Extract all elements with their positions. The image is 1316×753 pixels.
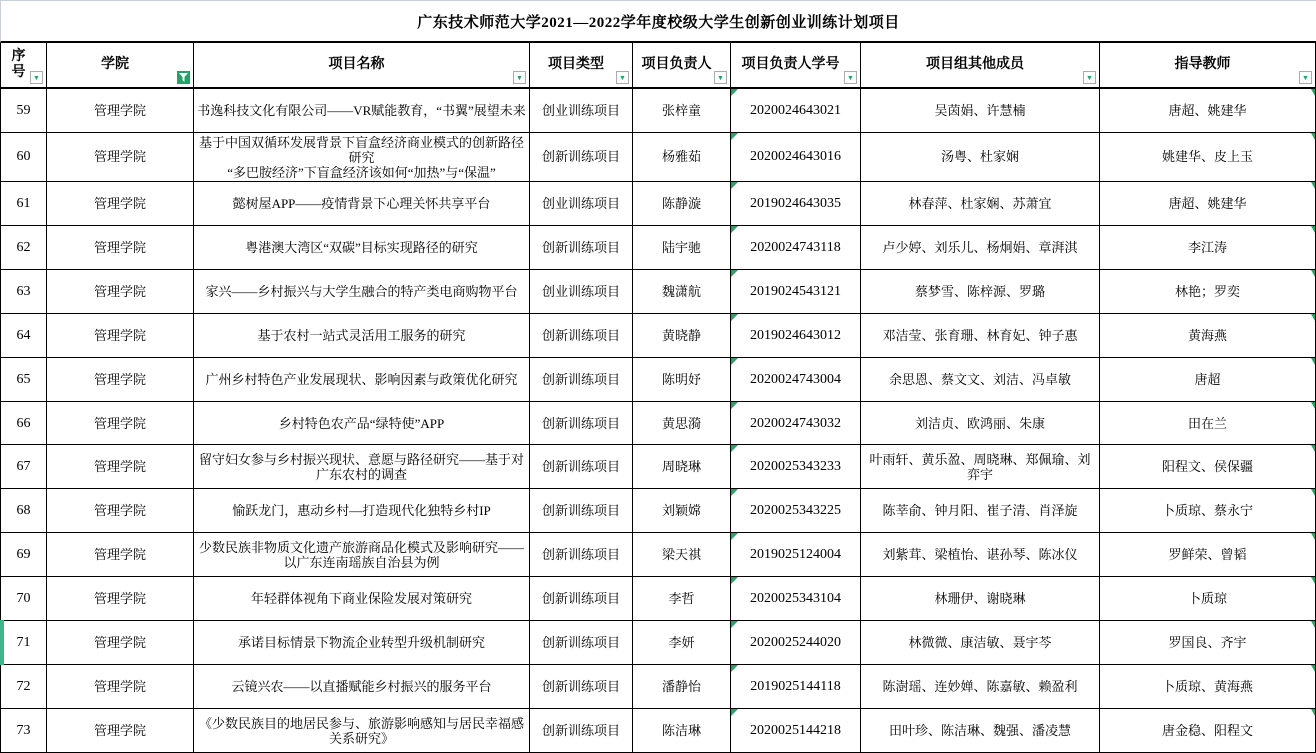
cell-college[interactable]: 管理学院 (47, 270, 194, 314)
cell-project-name[interactable]: 基于农村一站式灵活用工服务的研究 (194, 314, 530, 358)
error-triangle-icon (731, 133, 738, 140)
cell-advisors[interactable]: 卜质琼 (1100, 577, 1316, 621)
cell-members[interactable]: 卢少婷、刘乐儿、杨炯娟、章湃淇 (861, 226, 1100, 270)
column-label: 指导教师 (1174, 57, 1231, 72)
cell-project-type[interactable]: 创新训练项目 (530, 133, 633, 182)
cell-members[interactable]: 余思恩、蔡文文、刘洁、冯卓敏 (861, 358, 1100, 402)
cell-leader[interactable]: 刘颖嫦 (633, 489, 731, 533)
cell-project-type[interactable]: 创新训练项目 (530, 445, 633, 489)
cell-members[interactable]: 林微微、康洁敏、聂宇芩 (861, 621, 1100, 665)
filter-arrow-icon: ▼ (516, 73, 523, 82)
cell-project-name[interactable]: 家兴——乡村振兴与大学生融合的特产类电商购物平台 (194, 270, 530, 314)
adjacent-error-triangle-icon (1311, 709, 1315, 716)
adjacent-error-triangle-icon (1311, 445, 1315, 452)
cell-leader[interactable]: 潘静怡 (633, 665, 731, 709)
column-label: 项目负责人 (641, 57, 712, 72)
cell-project-name[interactable]: 承诺目标情景下物流企业转型升级机制研究 (194, 621, 530, 665)
cell-advisors[interactable]: 李江涛 (1100, 226, 1316, 270)
cell-project-type[interactable]: 创新训练项目 (530, 621, 633, 665)
error-triangle-icon (731, 358, 738, 365)
cell-project-type[interactable]: 创新训练项目 (530, 709, 633, 753)
filter-arrow-icon: ▼ (1302, 73, 1309, 82)
cell-project-name[interactable]: 云镜兴农——以直播赋能乡村振兴的服务平台 (194, 665, 530, 709)
cell-members[interactable]: 刘洁贞、欧鸿丽、朱康 (861, 402, 1100, 446)
cell-advisors[interactable]: 姚建华、皮上玉 (1100, 133, 1316, 182)
filter-funnel-icon (179, 73, 188, 82)
cell-project-type[interactable]: 创新训练项目 (530, 533, 633, 577)
cell-members[interactable]: 田叶珍、陈洁琳、魏强、潘凌慧 (861, 709, 1100, 753)
column-header-project-name (194, 43, 530, 89)
cell-student-id[interactable]: 2019024643035 (731, 182, 861, 226)
table-row (0, 621, 1316, 665)
adjacent-error-triangle-icon (1311, 314, 1315, 321)
table-row (0, 314, 1316, 358)
table-body (0, 89, 1316, 753)
cell-leader[interactable]: 陈明妤 (633, 358, 731, 402)
cell-row-number[interactable]: 69 (0, 533, 47, 577)
cell-leader[interactable]: 李哲 (633, 577, 731, 621)
table-row (0, 182, 1316, 226)
cell-student-id[interactable]: 2020024743118 (731, 226, 861, 270)
cell-members[interactable]: 刘紫茸、梁植怡、谌孙琴、陈冰仪 (861, 533, 1100, 577)
cell-leader[interactable]: 周晓琳 (633, 445, 731, 489)
cell-student-id[interactable]: 2020025144218 (731, 709, 861, 753)
cell-project-type[interactable]: 创新训练项目 (530, 226, 633, 270)
filter-button[interactable] (177, 71, 190, 84)
cell-advisors[interactable]: 唐超、姚建华 (1100, 182, 1316, 226)
cell-project-name[interactable]: 留守妇女参与乡村振兴现状、意愿与路径研究——基于对广东农村的调查 (194, 445, 530, 489)
cell-row-number[interactable]: 73 (0, 709, 47, 753)
cell-college[interactable]: 管理学院 (47, 314, 194, 358)
table-row (0, 489, 1316, 533)
cell-row-number[interactable]: 66 (0, 402, 47, 446)
cell-leader[interactable]: 魏潇航 (633, 270, 731, 314)
error-triangle-icon (731, 270, 738, 277)
error-triangle-icon (731, 89, 738, 96)
column-label: 序号 (11, 49, 26, 80)
cell-college[interactable]: 管理学院 (47, 577, 194, 621)
cell-row-number[interactable]: 64 (0, 314, 47, 358)
cell-leader[interactable]: 陆宇驰 (633, 226, 731, 270)
cell-project-type[interactable]: 创业训练项目 (530, 270, 633, 314)
error-triangle-icon (731, 182, 738, 189)
cell-student-id[interactable]: 2020024743004 (731, 358, 861, 402)
cell-student-id[interactable]: 2019024543121 (731, 270, 861, 314)
cell-college[interactable]: 管理学院 (47, 89, 194, 133)
error-triangle-icon (731, 533, 738, 540)
cell-members[interactable]: 蔡梦雪、陈梓源、罗璐 (861, 270, 1100, 314)
cell-college[interactable]: 管理学院 (47, 665, 194, 709)
filter-arrow-icon: ▼ (619, 73, 626, 82)
cell-advisors[interactable]: 唐超、姚建华 (1100, 89, 1316, 133)
adjacent-error-triangle-icon (1311, 489, 1315, 496)
cell-row-number[interactable]: 67 (0, 445, 47, 489)
table-row (0, 270, 1316, 314)
cell-advisors[interactable]: 卜质琼、蔡永宁 (1100, 489, 1316, 533)
cell-college[interactable]: 管理学院 (47, 621, 194, 665)
error-triangle-icon (731, 445, 738, 452)
error-triangle-icon (731, 489, 738, 496)
adjacent-error-triangle-icon (1311, 226, 1315, 233)
adjacent-error-triangle-icon (1311, 358, 1315, 365)
cell-advisors[interactable]: 黄海燕 (1100, 314, 1316, 358)
cell-project-type[interactable]: 创新训练项目 (530, 489, 633, 533)
cell-advisors[interactable]: 唐超 (1100, 358, 1316, 402)
cell-college[interactable]: 管理学院 (47, 182, 194, 226)
filter-arrow-icon: ▼ (717, 73, 724, 82)
filter-button[interactable] (1083, 71, 1096, 84)
cell-advisors[interactable]: 田在兰 (1100, 402, 1316, 446)
adjacent-error-triangle-icon (1311, 577, 1315, 584)
cell-student-id[interactable]: 2020025343225 (731, 489, 861, 533)
cell-project-type[interactable]: 创业训练项目 (530, 89, 633, 133)
filter-button[interactable] (616, 71, 629, 84)
column-header-members (861, 43, 1100, 89)
column-header-leader (633, 43, 731, 89)
cell-advisors[interactable]: 罗鲜荣、曾韬 (1100, 533, 1316, 577)
cell-student-id[interactable]: 2019025144118 (731, 665, 861, 709)
cell-college[interactable]: 管理学院 (47, 133, 194, 182)
adjacent-error-triangle-icon (1311, 133, 1315, 140)
column-label: 项目类型 (548, 57, 604, 72)
column-header-advisors (1100, 43, 1316, 89)
cell-project-name[interactable]: 少数民族非物质文化遗产旅游商品化模式及影响研究——以广东连南瑶族自治县为例 (194, 533, 530, 577)
cell-student-id[interactable]: 2020024643021 (731, 89, 861, 133)
cell-project-type[interactable]: 创新训练项目 (530, 665, 633, 709)
cell-college[interactable]: 管理学院 (47, 709, 194, 753)
cell-leader[interactable]: 黄思漪 (633, 402, 731, 446)
cell-row-number[interactable]: 63 (0, 270, 47, 314)
cell-advisors[interactable]: 阳程文、侯保疆 (1100, 445, 1316, 489)
cell-row-number[interactable]: 62 (0, 226, 47, 270)
cell-student-id[interactable]: 2020024743032 (731, 402, 861, 446)
cell-advisors[interactable]: 卜质琼、黄海燕 (1100, 665, 1316, 709)
cell-leader[interactable]: 陈静漩 (633, 182, 731, 226)
cell-student-id[interactable]: 2019025124004 (731, 533, 861, 577)
cell-project-name[interactable]: 乡村特色农产品“绿特使”APP (194, 402, 530, 446)
cell-college[interactable]: 管理学院 (47, 533, 194, 577)
cell-leader[interactable]: 杨雅茹 (633, 133, 731, 182)
error-triangle-icon (731, 226, 738, 233)
table-row (0, 445, 1316, 489)
table-row (0, 133, 1316, 182)
cell-members[interactable]: 邓洁莹、张育珊、林育妃、钟子惠 (861, 314, 1100, 358)
cell-project-type[interactable]: 创新训练项目 (530, 358, 633, 402)
cell-leader[interactable]: 张梓童 (633, 89, 731, 133)
error-triangle-icon (731, 577, 738, 584)
table-header (0, 43, 1316, 89)
column-header-project-type (530, 43, 633, 89)
adjacent-error-triangle-icon (1311, 270, 1315, 277)
table-row (0, 665, 1316, 709)
filter-arrow-icon: ▼ (847, 73, 854, 82)
cell-college[interactable]: 管理学院 (47, 226, 194, 270)
cell-members[interactable]: 陈澍瑶、连妙婵、陈嘉敏、赖盈利 (861, 665, 1100, 709)
cell-members[interactable]: 汤粤、杜家娴 (861, 133, 1100, 182)
table-row (0, 89, 1316, 133)
adjacent-error-triangle-icon (1311, 402, 1315, 409)
error-triangle-icon (731, 621, 738, 628)
cell-members[interactable]: 陈莘俞、钟月阳、崔子清、肖泽旋 (861, 489, 1100, 533)
table-row (0, 402, 1316, 446)
cell-row-number[interactable]: 61 (0, 182, 47, 226)
cell-project-type[interactable]: 创新训练项目 (530, 314, 633, 358)
cell-college[interactable]: 管理学院 (47, 358, 194, 402)
cell-project-name[interactable]: 基于中国双循环发展背景下盲盒经济商业模式的创新路径研究 “多巴胺经济”下盲盒经济该如何“加热”与“保温” (194, 133, 530, 182)
cell-student-id[interactable]: 2020025343104 (731, 577, 861, 621)
cell-project-name[interactable]: 广州乡村特色产业发展现状、影响因素与政策优化研究 (194, 358, 530, 402)
column-label: 学院 (101, 57, 129, 72)
adjacent-error-triangle-icon (1311, 533, 1315, 540)
table-row (0, 226, 1316, 270)
cell-leader[interactable]: 梁天祺 (633, 533, 731, 577)
table-title-text: 广东技术师范大学2021—2022学年度校级大学生创新创业训练计划项目 (417, 14, 900, 31)
cell-college[interactable]: 管理学院 (47, 402, 194, 446)
cell-members[interactable]: 叶雨轩、黄乐盈、周晓琳、郑佩瑜、刘弈宇 (861, 445, 1100, 489)
column-label: 项目负责人学号 (741, 57, 840, 72)
error-triangle-icon (731, 665, 738, 672)
error-triangle-icon (731, 402, 738, 409)
filter-button[interactable] (513, 71, 526, 84)
column-header-student-id (731, 43, 861, 89)
cell-student-id[interactable]: 2020025244020 (731, 621, 861, 665)
cell-student-id[interactable]: 2020025343233 (731, 445, 861, 489)
cell-project-type[interactable]: 创新训练项目 (530, 577, 633, 621)
table-row (0, 577, 1316, 621)
cell-row-number[interactable]: 59 (0, 89, 47, 133)
cell-project-name[interactable]: 懿树屋APP——疫情背景下心理关怀共享平台 (194, 182, 530, 226)
column-header-college (47, 43, 194, 89)
cell-project-name[interactable]: 《少数民族目的地居民参与、旅游影响感知与居民幸福感关系研究》 (194, 709, 530, 753)
cell-project-type[interactable]: 创新训练项目 (530, 402, 633, 446)
filter-arrow-icon: ▼ (33, 73, 40, 82)
cell-advisors[interactable]: 罗国良、齐宇 (1100, 621, 1316, 665)
cell-project-name[interactable]: 书逸科技文化有限公司——VR赋能教育，“书翼”展望未来 (194, 89, 530, 133)
cell-project-type[interactable]: 创业训练项目 (530, 182, 633, 226)
cell-project-name[interactable]: 年轻群体视角下商业保险发展对策研究 (194, 577, 530, 621)
cell-student-id[interactable]: 2019024643012 (731, 314, 861, 358)
cell-members[interactable]: 吴茵娟、许慧楠 (861, 89, 1100, 133)
table-row (0, 709, 1316, 753)
filter-button[interactable] (844, 71, 857, 84)
cell-leader[interactable]: 陈洁琳 (633, 709, 731, 753)
column-header-no (0, 43, 47, 89)
cell-row-number[interactable]: 68 (0, 489, 47, 533)
adjacent-error-triangle-icon (1311, 621, 1315, 628)
adjacent-error-triangle-icon (1311, 89, 1315, 96)
cell-row-number[interactable]: 65 (0, 358, 47, 402)
cell-leader[interactable]: 黄晓静 (633, 314, 731, 358)
error-triangle-icon (731, 314, 738, 321)
column-label: 项目组其他成员 (926, 57, 1024, 72)
cell-members[interactable]: 林春萍、杜家娴、苏萧宜 (861, 182, 1100, 226)
cell-row-number[interactable]: 70 (0, 577, 47, 621)
cell-row-number[interactable]: 72 (0, 665, 47, 709)
cell-project-name[interactable]: 愉跃龙门，惠动乡村—打造现代化独特乡村IP (194, 489, 530, 533)
cell-student-id[interactable]: 2020024643016 (731, 133, 861, 182)
cell-college[interactable]: 管理学院 (47, 489, 194, 533)
cell-project-name[interactable]: 粤港澳大湾区“双碳”目标实现路径的研究 (194, 226, 530, 270)
table-row (0, 533, 1316, 577)
table-row (0, 358, 1316, 402)
adjacent-error-triangle-icon (1311, 182, 1315, 189)
cell-members[interactable]: 林珊伊、谢晓琳 (861, 577, 1100, 621)
table-title (0, 0, 1316, 43)
filter-button[interactable] (30, 71, 43, 84)
filter-button[interactable] (714, 71, 727, 84)
filter-button[interactable] (1299, 71, 1312, 84)
cell-college[interactable]: 管理学院 (47, 445, 194, 489)
column-label: 项目名称 (328, 57, 385, 72)
cell-advisors[interactable]: 唐金稳、阳程文 (1100, 709, 1316, 753)
adjacent-error-triangle-icon (1311, 665, 1315, 672)
cell-advisors[interactable]: 林艳；罗奕 (1100, 270, 1316, 314)
cell-leader[interactable]: 李妍 (633, 621, 731, 665)
error-triangle-icon (731, 709, 738, 716)
cell-row-number[interactable]: 71 (0, 621, 47, 665)
filter-arrow-icon: ▼ (1086, 73, 1093, 82)
clipped-overflow-text: “多巴胺经济”下盲盒经济该如何“加热”与“保温” (227, 164, 496, 180)
cell-row-number[interactable]: 60 (0, 133, 47, 182)
